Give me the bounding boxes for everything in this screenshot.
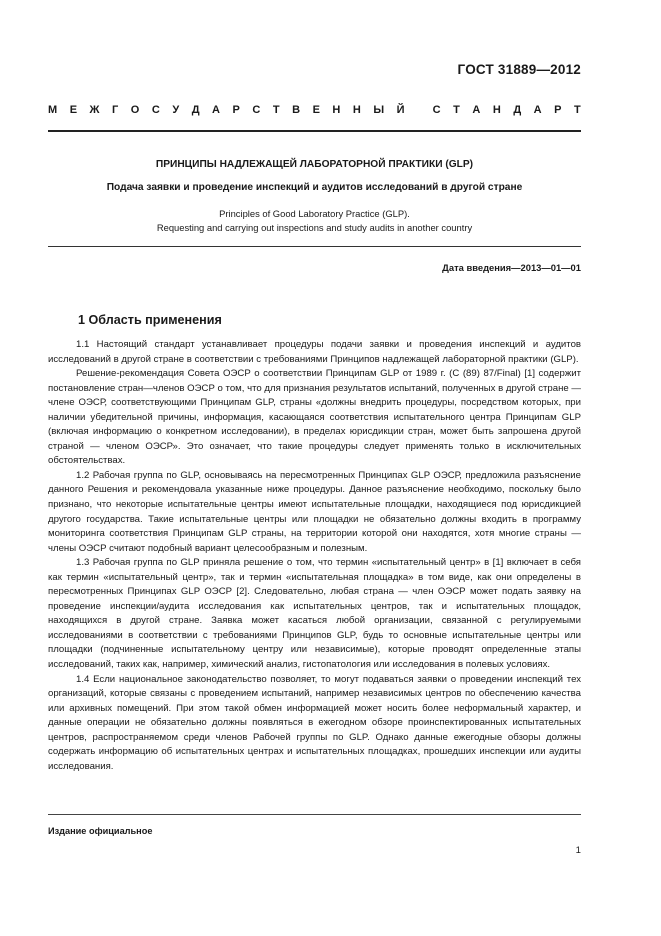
- banner-letter: С: [151, 104, 160, 116]
- interstate-standard-banner: [48, 104, 581, 120]
- footer-rule: [48, 814, 581, 815]
- title-english: Principles of Good Laboratory Practice (GLP).: [219, 208, 410, 219]
- banner-letter: Т: [453, 104, 460, 116]
- banner-letter: Т: [574, 104, 581, 116]
- banner-letter: С: [432, 104, 441, 116]
- section-body: [48, 338, 581, 774]
- section-heading: 1 Область применения: [78, 313, 222, 327]
- banner-rule: [48, 130, 581, 132]
- paragraph: 1.4 Если национальное законодательство позволяет, то могут подаваться заявки о проведении инспекций тех организаций, которые связаны с проведением испытаний, например независимых центров по обеспечению качества или архивных помещений. При этом такой обмен информацией может носить более неформальный характер, и данные операции не обязательно должны появляться в ежегодном обзоре проинспектированных испытательных центров, распространяемом среди членов Рабочей группы по GLP. Однако данные ежегодные обзоры должны содержать информацию об испытательных центрах и испытательных площадках, прошедших инспекции или аудиты исследования.: [48, 673, 581, 772]
- banner-letter: А: [472, 104, 481, 116]
- banner-letter: Н: [332, 104, 341, 116]
- banner-letter: Р: [232, 104, 240, 116]
- page-number: 1: [575, 845, 581, 856]
- banner-letter: А: [212, 104, 220, 116]
- banner-letter: М: [48, 104, 58, 116]
- subtitle-russian: Подача заявки и проведение инспекций и аудитов исследований в другой стране: [106, 182, 523, 193]
- banner-letter: Р: [554, 104, 562, 116]
- banner-letter: Т: [272, 104, 280, 116]
- banner-letter: У: [172, 104, 180, 116]
- paragraph: 1.3 Рабочая группа по GLP приняла решение о том, что термин «испытательный центр» в [1] включает в себя как термин «испытательный центр», так и термин «испытательная площадка» в том виде, как они определены в пересмотренных Принципах GLP ОЭСР [2]. Следовательно, любая страна — член ОЭСР может подать заявку на проведение инспекции/аудита исследования как испытательных центров, так и испытательных площадок, находящихся в другой стране. Заявка может касаться любой организации, связанной с регулируемыми исследованиями в соответствии с требованиями Принципов GLP, будь то основные испытательные центры или площадки (подчиненные испытательному центру или независимые), которые проводят определенные этапы исследований, таких как, например, химический анализ, гистопатология или исследования в полевых условиях.: [48, 557, 581, 671]
- banner-letter: Е: [69, 104, 78, 116]
- banner-letter: О: [130, 104, 140, 116]
- paragraph: Решение-рекомендация Совета ОЭСР о соответствии Принципам GLP от 1989 г. (С (89) 87/Final) [1] содержит постановление стран—членов ОЭСР о том, что для признания результатов испытаний, полученных в другой стране — члене ОЭСР, соответствующими Принципам GLP, страны «должны внедрить процедуры, посредством которых, при наличии убедительной причины, информация, касающаяся соответствия испытательного центра Принципам GLP (включая информацию о конкретном исследовании), в пределах юрисдикции стран, может быть запрошена другой страной — членом ОЭСР». Это означает, что такие процедуры следует применять только в исключительных обстоятельствах.: [48, 368, 581, 467]
- banner-letter: Е: [312, 104, 320, 116]
- standard-code: ГОСТ 31889—2012: [457, 62, 581, 77]
- title-russian: ПРИНЦИПЫ НАДЛЕЖАЩЕЙ ЛАБОРАТОРНОЙ ПРАКТИКИ (GLP): [155, 159, 474, 170]
- banner-letter: Ы: [373, 104, 385, 116]
- paragraph: 1.2 Рабочая группа по GLP, основываясь на пересмотренных Принципах GLP ОЭСР, предложила разъяснение данного Решения и рекомендовала указанные ниже процедуры. Данное разъяснение необходимо, поскольку было признано, что некоторые испытательные центры имеют испытательные площадки, находящиеся под юрисдикцией другого государства. Такие испытательные центры или площадки не обязательно должны входить в программу мониторинга соответствия Принципам GLP страны, на территории которой они находятся, хотя многие страны — члены ОЭСР считают подобный вариант целесообразным и полезным.: [48, 469, 581, 554]
- banner-letter: Й: [396, 104, 405, 116]
- banner-letter: А: [533, 104, 542, 116]
- banner-letter: Д: [513, 104, 522, 116]
- introduction-date: Дата введения—2013—01—01: [442, 262, 581, 273]
- banner-letter: Г: [112, 104, 119, 116]
- title-rule: [48, 246, 581, 247]
- banner-letter: Н: [352, 104, 361, 116]
- banner-letter: С: [252, 104, 261, 116]
- banner-letter: Ж: [89, 104, 100, 116]
- banner-gap: [417, 104, 420, 120]
- subtitle-english: Requesting and carrying out inspections and study audits in another country: [156, 222, 473, 233]
- banner-letter: В: [292, 104, 301, 116]
- banner-letter: Н: [492, 104, 501, 116]
- banner-letter: Д: [191, 104, 200, 116]
- paragraph: 1.1 Настоящий стандарт устанавливает процедуры подачи заявки и проведения инспекций и аудитов исследований в другой стране в соответствии с требованиями Принципов надлежащей лабораторной практики (GLP).: [48, 339, 581, 365]
- official-edition-label: Издание официальное: [48, 826, 153, 836]
